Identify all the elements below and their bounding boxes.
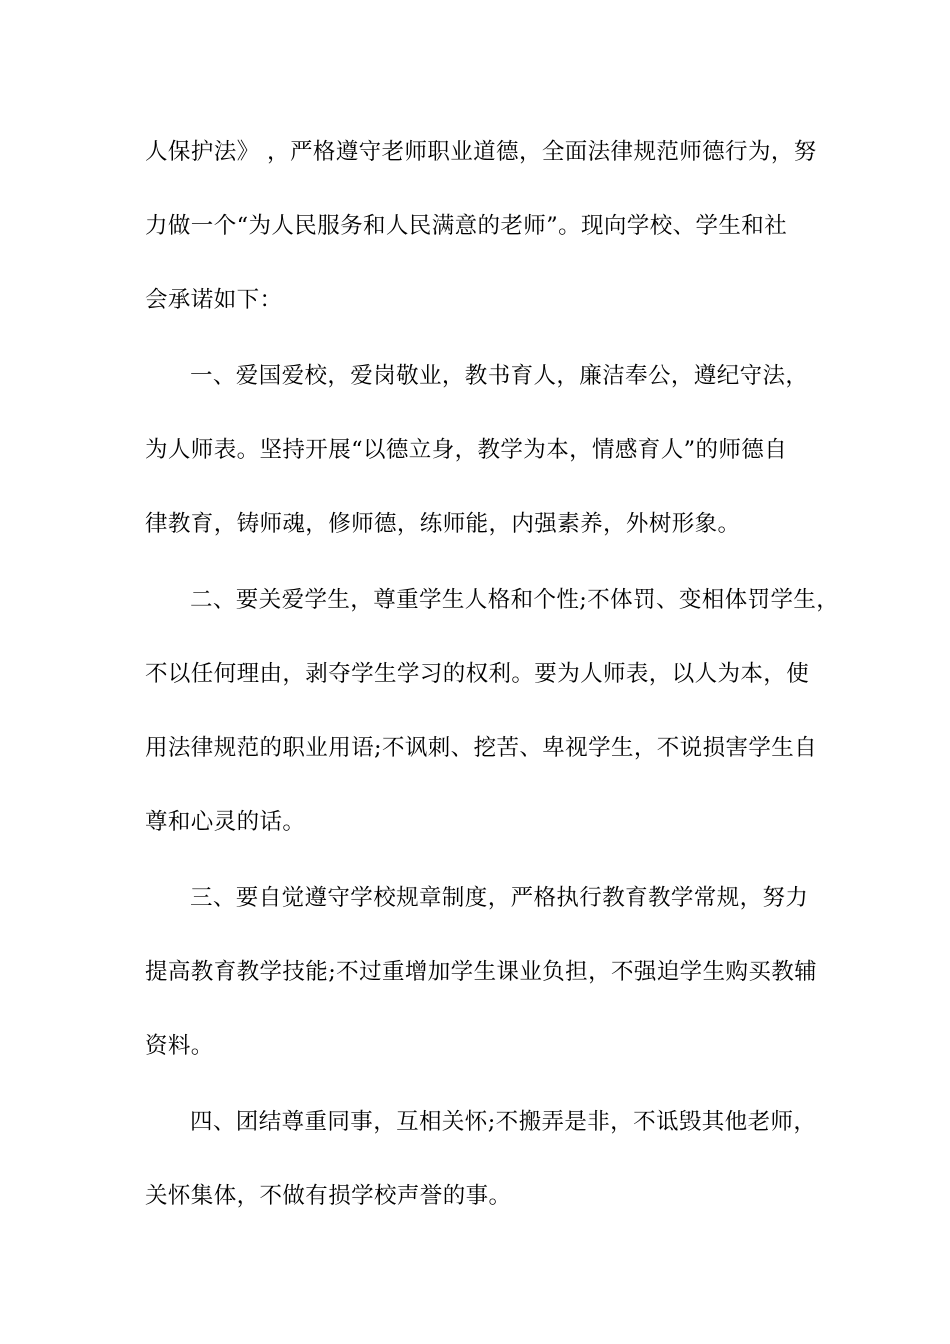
paragraph-2-start: 二、要关爱学生，尊重学生人格和个性;不体罚、变相体罚学生， bbox=[190, 587, 840, 613]
text-line: 资料。 bbox=[145, 1033, 214, 1059]
text-line: 尊和心灵的话。 bbox=[145, 809, 306, 835]
text-line: 会承诺如下： bbox=[145, 287, 283, 313]
text-line: 关怀集体，不做有损学校声誉的事。 bbox=[145, 1183, 512, 1209]
text-line: 用法律规范的职业用语;不讽刺、挖苦、卑视学生，不说损害学生自 bbox=[145, 735, 818, 761]
text-line: 律教育，铸师魂，修师德，练师能，内强素养，外树形象。 bbox=[145, 511, 741, 537]
paragraph-1-start: 一、爱国爱校，爱岗敬业，教书育人，廉洁奉公，遵纪守法， bbox=[190, 363, 809, 389]
text-line: 不以任何理由，剥夺学生学习的权利。要为人师表，以人为本，使 bbox=[145, 661, 810, 687]
paragraph-4-start: 四、团结尊重同事，互相关怀;不搬弄是非，不诋毁其他老师， bbox=[190, 1109, 817, 1135]
paragraph-3-start: 三、要自觉遵守学校规章制度，严格执行教育教学常规，努力 bbox=[190, 885, 809, 911]
text-line: 提高教育教学技能;不过重增加学生课业负担，不强迫学生购买教辅 bbox=[145, 959, 818, 985]
text-line: 力做一个“为人民服务和人民满意的老师”。现向学校、学生和社 bbox=[145, 213, 788, 239]
text-line: 人保护法》 ，严格遵守老师职业道德，全面法律规范师德行为，努 bbox=[145, 139, 817, 165]
text-line: 为人师表。坚持开展“以德立身，教学为本，情感育人”的师德自 bbox=[145, 437, 788, 463]
